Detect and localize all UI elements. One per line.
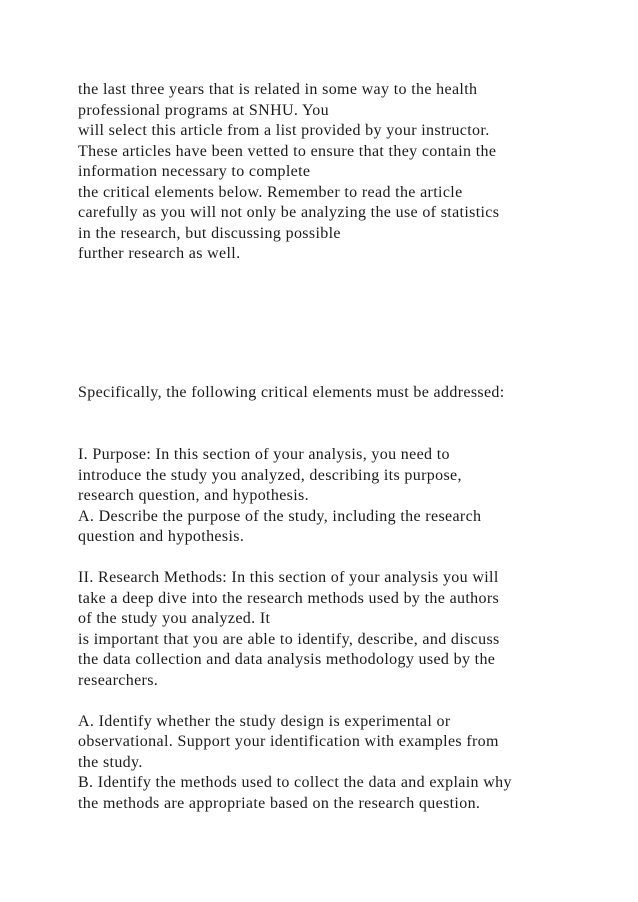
text-line: I. Purpose: In this section of your analysis, you need to (78, 446, 450, 463)
text-line: These articles have been vetted to ensure that they contain the (78, 142, 497, 160)
text-line: the critical elements below. Remember to read the article (78, 183, 463, 201)
text-line: the last three years that is related in some way to the health (78, 81, 478, 98)
text-line: the data collection and data analysis methodology used by the (78, 651, 496, 668)
text-line: the methods are appropriate based on the research question. (78, 794, 481, 812)
text-line: introduce the study you analyzed, describing its purpose, (78, 466, 462, 484)
paragraph-gap (78, 691, 618, 712)
text-line: take a deep dive into the research methods used by the authors (78, 589, 500, 607)
text-line: further research as well. (78, 245, 241, 262)
text-line: information necessary to complete (78, 163, 311, 180)
intro-paragraph (78, 80, 618, 265)
text-line: II. Research Methods: In this section of your analysis you will (78, 569, 499, 586)
text-line: is important that you are able to identify, describe, and discuss (78, 630, 500, 648)
text-line: professional programs at SNHU. You (78, 101, 330, 119)
text-line: question and hypothesis. (78, 528, 245, 545)
text-line: researchers. (78, 671, 159, 689)
text-line: carefully as you will not only be analyzing the use of statistics (78, 204, 500, 221)
paragraph-gap (78, 548, 618, 569)
text-line: of the study you analyzed. It (78, 610, 271, 627)
text-line: research question, and hypothesis. (78, 487, 309, 504)
purpose-section (78, 445, 618, 814)
text-line: B. Identify the methods used to collect the data and explain why (78, 774, 512, 791)
text-line: A. Identify whether the study design is experimental or (78, 712, 451, 730)
critical-elements-heading (78, 383, 618, 404)
text-line: observational. Support your identification with examples from (78, 733, 499, 750)
text-line: will select this article from a list provided by your instructor. (78, 122, 490, 139)
text-line: in the research, but discussing possible (78, 224, 341, 242)
text-line: the study. (78, 753, 143, 771)
text-line: A. Describe the purpose of the study, including the research (78, 507, 482, 525)
heading-text: Specifically, the following critical elements must be addressed: (78, 384, 505, 401)
